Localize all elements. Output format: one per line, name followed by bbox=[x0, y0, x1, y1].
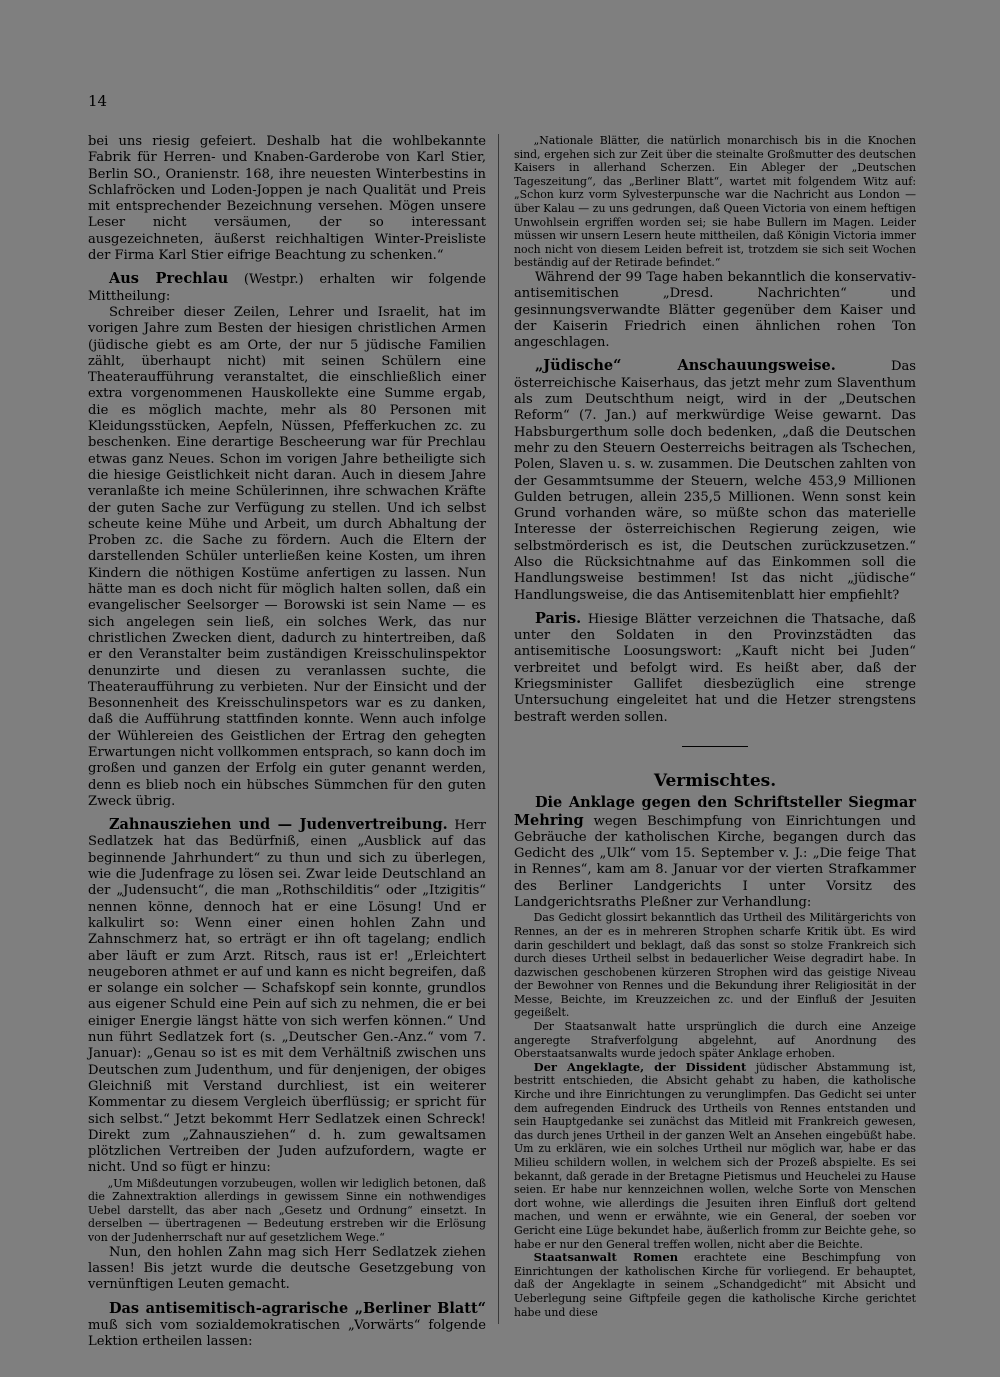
paragraph-juedische-anschauung bbox=[514, 358, 916, 603]
section-divider bbox=[682, 746, 748, 747]
paragraph-romen bbox=[514, 1251, 916, 1319]
heading-prechlau: Aus Prechlau bbox=[108, 270, 229, 288]
right-column bbox=[514, 134, 916, 1319]
paragraph-berliner-blatt bbox=[88, 1301, 486, 1351]
heading-juedische-anschauung: „Jüdische“ Anschauungsweise. bbox=[534, 357, 836, 375]
paragraph-prechlau-intro bbox=[88, 271, 486, 305]
text-zahnausziehen: Herr Sedlatzek hat das Bedürfniß, einen „Ausblick auf das beginnende Jahrhundert“ zu thun und sich zu überlegen, wie die Judenfrage zu lösen sei. Zwar leide Deutschland an der „Judensucht“, die man „Rothschilditis“ oder „Itzigitis“ nennen könne, dennoch hat er eine Lösung! Und er kalkulirt so: Wenn einer einen hohlen Zahn und Zahnschmerz hat, so erträgt er ihn oft tagelang; endlich aber läuft er zum Arzt. Ritsch, raus ist er! „Erleichtert neugeboren athmet er auf und kann es nicht begreifen, daß er solange ein solcher — Schafskopf sein konnte, grundlos aus eigener Schuld eine Pein auf sich zu nehmen, die er bei einiger Energie längst hätte von sich werfen können.“ Und nun führt Sedlatzek fort (s. „Deutscher Gen.-Anz.“ vom 7. Januar): „Genau so ist es mit dem Verhältniß zwischen uns Deutschen zum Judenthum, und für denjenigen, der obiges Gleichniß mit Verstand durchliest, ist ein weiterer Kommentar zu diesem Vergleich überflüssig; er spricht für sich selbst.“ Jetzt bekommt Herr Sedlatzek einen Schreck! Direkt zum „Zahnausziehen“ d. h. zum gewaltsamen plötzlichen Vertreiben der Juden aufzufordern, wagte er nicht. Und so fügt er hinzu: bbox=[88, 818, 487, 1176]
quote-misdeutungen: „Um Mißdeutungen vorzubeugen, wollen wir lediglich betonen, daß die Zahnextraktion allerdings in gewissem Sinne ein nothwendiges Uebel darstellt, das aber nach „Gesetz und Ordnung“ einsetzt. In derselben — übertragenen — Bedeutung erstreben wir die Erlösung von der Judenherrschaft nur auf gesetzlichem Wege.“ bbox=[88, 1176, 486, 1245]
text-juedische-anschauung: Das österreichische Kaiserhaus, das jetzt mehr zum Slaventhum als zum Deutschthum neigt, wird in der „Deutschen Reform“ (7. Jan.) auf merkwürdige Weise gewarnt. Das Habsburgerthum solle doch bedenken, „daß die Deutschen mehr zu den Steuern Oesterreichs beitragen als Tschechen, Polen, Slaven u. s. w. zusammen. Die Deutschen zahlten von der Gesammtsumme der Steuern, welche 453,9 Millionen Gulden betrugen, allein 235,5 Millionen. Wenn sonst kein Grund vorhanden wäre, so müßte schon das materielle Interesse der österreichischen Regierung zeigen, wie selbstmörderisch es ist, die Deutschen zurückzusetzen.“ Also die Rücksichtnahme auf das Einkommen soll die Handlungsweise bestimmen! Ist das nicht „jüdische“ Handlungsweise, die das Antisemitenblatt hier empfiehlt? bbox=[514, 359, 917, 603]
paragraph-zahnausziehen bbox=[88, 817, 486, 1177]
paragraph-paris bbox=[514, 611, 916, 726]
paragraph-anklage-mehring bbox=[514, 795, 916, 911]
paragraph-99-tage: Während der 99 Tage haben bekanntlich die konservativ-antisemitischen „Dresd. Nachrichten“ und gesinnungsverwandte Blätter gegenüber dem Kaiser und der Kaiserin Friedrich einen ähnlichen rohen Ton angeschlagen. bbox=[514, 269, 916, 351]
column-divider bbox=[498, 134, 499, 1324]
section-title-vermischtes: Vermischtes. bbox=[653, 770, 777, 791]
heading-anklage-mehring: Die Anklage gegen den Schriftsteller Siegmar Mehring bbox=[514, 794, 916, 829]
paragraph-angeklagte bbox=[514, 1061, 916, 1251]
page-number: 14 bbox=[88, 92, 108, 110]
heading-zahnausziehen: Zahnausziehen und — Judenvertreibung. bbox=[108, 816, 448, 834]
left-column bbox=[88, 134, 486, 1350]
text-angeklagte: jüdischer Abstammung ist, bestritt entschieden, die Absicht gehabt zu haben, die katholische Kirche und ihre Einrichtungen zu verunglimpfen. Das Gedicht sei unter dem aufregenden Eindruck des Urtheils von Rennes entstanden und sein Hauptgedanke sei zunächst das Mitleid mit Frankreich gewesen, das durch jenes Urtheil in der ganzen Welt an Ansehen eingebüßt habe. Um zu erklären, wie ein solches Urtheil nur möglich war, habe er das Milieu schildern wollen, in welchem sich der Prozeß abspielte. Es sei bekannt, daß gerade in der Bretagne Pietismus und Heuchelei zu Hause seien. Er habe nur kennzeichnen wollen, welche Sorte von Menschen dort wohne, wie allerdings die Jesuiten ihren Einfluß dort geltend machen, und wenn er erwähnte, wie ein General, der soeben vor Gericht eine Lüge bekundet habe, äußerlich fromm zur Beichte gehe, so habe er nur den General treffen wollen, nicht aber die Beichte. bbox=[514, 1060, 916, 1251]
heading-berliner-blatt: Das antisemitisch-agrarische „Berliner Blatt“ bbox=[108, 1299, 486, 1317]
text-anklage-mehring: wegen Beschimpfung von Einrichtungen und Gebräuche der katholischen Kirche, begangen durch das Gedicht des „Ulk“ vom 15. September v. J.: „Die feige That in Rennes“, kam am 8. Januar vor der vierten Strafkammer des Berliner Landgerichts I unter Vorsitz des Landgerichtsraths Pleßner zur Verhandlung: bbox=[514, 813, 916, 911]
heading-paris: Paris. bbox=[534, 609, 582, 627]
heading-romen: Staatsanwalt Romen bbox=[533, 1250, 679, 1265]
paragraph-prechlau-letter: Schreiber dieser Zeilen, Lehrer und Israelit, hat im vorigen Jahre zum Besten der hiesigen christlichen Armen (jüdische giebt es am Orte, der nur 5 jüdische Familien zählt, überhaupt nicht) mit seinen Schülern eine Theateraufführung veranstaltet, die einschließlich einer extra vorgenommenen Hauskollekte eine Summe ergab, die es möglich machte, mehr als 80 Personen mit Kleidungsstücken, Aepfeln, Nüssen, Pfefferkuchen zc. zu beschenken. Eine derartige Bescheerung war für Prechlau etwas ganz Neues. Schon im vorigen Jahre betheiligte sich die hiesige Geistlichkeit nicht daran. Auch in diesem Jahre veranlaßte ich meine Schülerinnen, ihre schwachen Kräfte der guten Sache zur Verfügung zu stellen. Und ich selbst scheute keine Mühe und Arbeit, um durch Abhaltung der Proben zc. die Sache zu fördern. Auch die Eltern der darstellenden Schüler unterließen keine Kosten, um ihren Kindern die nöthigen Kostüme anfertigen zu lassen. Nun hätte man es doch nicht für möglich halten sollen, daß ein evangelischer Seelsorger — Borowski ist sein Name — es sich angelegen sein ließ, ein solches Werk, das nur christlichen Zwecken dient, dadurch zu hintertreiben, daß er den Veranstalter beim zuständigen Kreisschulinspektor denunzirte und diesen zu veranlassen suchte, die Theateraufführung zu verbieten. Nur der Einsicht und der Besonnenheit des Kreisschulinspetors war es zu danken, daß die Aufführung stattfinden konnte. Wenn auch infolge der Wühlereien des Geistlichen der Ertrag den gehegten Erwartungen nicht vollkommen entsprach, so kann doch im großen und ganzen der Erfolg ein guter genannt werden, denn es blieb noch ein hübsches Sümmchen für den guten Zweck übrig. bbox=[88, 304, 486, 809]
paragraph-hohler-zahn: Nun, den hohlen Zahn mag sich Herr Sedlatzek ziehen lassen! Bis jetzt wurde die deutsche Gesetzgebung von vernünftigen Leuten gemacht. bbox=[88, 1244, 486, 1293]
heading-angeklagte: Der Angeklagte, der Dissident bbox=[533, 1059, 747, 1074]
text-romen: erachtete eine Beschimpfung von Einrichtungen der katholischen Kirche für vorliegend. Er behauptet, daß der Angeklagte in seinem „Schandgedicht“ mit Absicht und Ueberlegung seine Giftpfeile gegen die katholische Kirche gerichtet habe und diese bbox=[514, 1251, 916, 1319]
text-paris: Hiesige Blätter verzeichnen die Thatsache, daß unter den Soldaten in den Provinzstädten das antisemitische Loosungswort: „Kauft nicht bei Juden“ verbreitet und befolgt wird. Es heißt aber, daß der Kriegsminister Gallifet diesbezüglich eine strenge Untersuchung eingeleitet hat und die Hetzer strengstens bestraft werden sollen. bbox=[514, 611, 916, 725]
text-prechlau-intro: (Westpr.) erhalten wir folgende Mittheilung: bbox=[88, 272, 486, 304]
text-berliner-blatt: muß sich vom sozialdemokratischen „Vorwärts“ folgende Lektion ertheilen lassen: bbox=[88, 1317, 486, 1350]
paragraph-stier-ad: bei uns riesig gefeiert. Deshalb hat die wohlbekannte Fabrik für Herren- und Knaben-Garderobe von Karl Stier, Berlin SO., Oranienstr. 168, ihre neuesten Winterbestins in Schlafröcken und Loden-Joppen je nach Qualität und Preis mit entsprechender Bezeichnung versehen. Mögen unsere Leser nicht versäumen, der so interessant ausgezeichneten, äußerst reichhaltigen Winter-Preisliste der Firma Karl Stier eifrige Beachtung zu schenken.“ bbox=[88, 134, 486, 264]
paragraph-gedicht: Das Gedicht glossirt bekanntlich das Urtheil des Militärgerichts von Rennes, an der es in mehreren Strophen scharfe Kritik übt. Es wird darin geschildert und beklagt, daß das sonst so stolze Frankreich sich durch dieses Urtheil selbst in bedauerlicher Weise degradirt habe. In dazwischen geschobenen kürzeren Strophen wird das geistige Niveau der Bewohner von Rennes und die Bekundung ihrer Religiosität in der Messe, Beichte, im Kreuzzeichen zc. und der Einfluß der Jesuiten gegeißelt. bbox=[514, 911, 916, 1020]
quote-nationale-blaetter: „Nationale Blätter, die natürlich monarchisch bis in die Knochen sind, ergehen sich zur Zeit über die steinalte Großmutter des deutschen Kaisers in allerhand Scherzen. Ein Ableger der „Deutschen Tageszeitung“, das „Berliner Blatt“, wartet mit folgendem Witz auf: „Schon kurz vorm Sylvesterpunsche war die Nachricht aus London — über Kalau — zu uns gedrungen, daß Queen Victoria von einem heftigen Unwohlsein ergriffen worden sei; sie habe Bullern im Magen. Leider müssen wir unsern Lesern heute mittheilen, daß Königin Victoria immer noch nicht von diesem Leiden befreit ist, trotzdem sie sich seit Wochen beständig auf der Retirade befindet.“ bbox=[514, 134, 916, 270]
paragraph-staatsanwalt: Der Staatsanwalt hatte ursprünglich die durch eine Anzeige angeregte Strafverfolgung abgelehnt, auf Anordnung des Oberstaatsanwalts wurde jedoch später Anklage erhoben. bbox=[514, 1020, 916, 1061]
